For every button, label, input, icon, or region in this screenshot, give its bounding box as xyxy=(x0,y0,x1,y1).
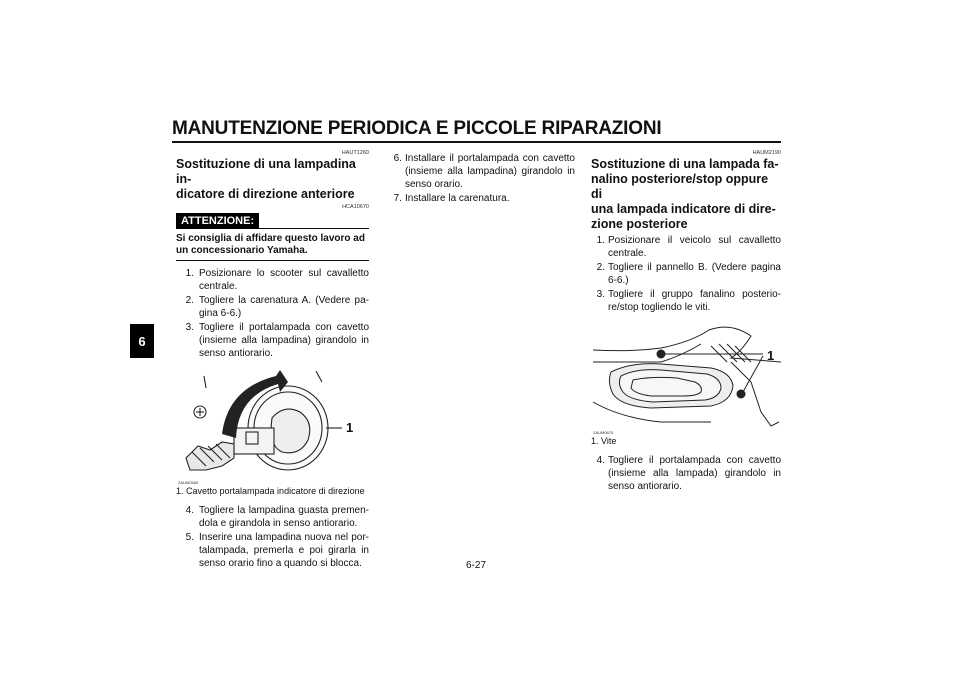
step-number: 3. xyxy=(185,322,194,333)
title-rule xyxy=(172,141,781,143)
list-item xyxy=(388,192,575,205)
attention-rule xyxy=(259,228,369,229)
step-text: Togliere il portalampada con cavetto (insieme alla lampadina) girandolo in senso antiorario. xyxy=(199,322,369,359)
figure-callout: 1 xyxy=(767,348,775,363)
section-title-line: nalino posteriore/stop oppure di xyxy=(591,172,769,201)
step-text: Togliere il gruppo fanalino posterio-re/stop togliendo le viti. xyxy=(608,289,781,313)
step-number: 3. xyxy=(596,289,605,300)
page-title: MANUTENZIONE PERIODICA E PICCOLE RIPARAZIONI xyxy=(172,118,662,139)
step-text: Inserire una lampadina nuova nel por-talampada, premerla e poi girarla in senso orario fino a quando si blocca. xyxy=(199,532,369,569)
bulb-socket-illustration xyxy=(176,366,369,484)
list-item xyxy=(591,234,781,260)
step-text: Installare il portalampada con cavetto (insieme alla lampadina) girandolo in senso orario. xyxy=(405,153,575,190)
taillight-illustration xyxy=(591,322,781,434)
step-number: 4. xyxy=(185,505,194,516)
step-text: Togliere la carenatura A. (Vedere pa-gina 6-6.) xyxy=(199,295,369,319)
step-list xyxy=(591,454,781,493)
step-number: 5. xyxy=(185,532,194,543)
chapter-tab[interactable]: 6 xyxy=(130,324,154,358)
attention-label: ATTENZIONE: xyxy=(176,213,259,229)
section-title-line: una lampada indicatore di dire- xyxy=(591,202,776,216)
list-item xyxy=(176,294,369,320)
attention-code: HCA10670 xyxy=(342,204,369,210)
section-code: HAUM2190 xyxy=(752,150,781,156)
list-item xyxy=(176,531,369,570)
figure-callout: 1 xyxy=(346,420,354,435)
attention-box xyxy=(176,213,369,261)
taillight-figure xyxy=(591,322,781,434)
step-list xyxy=(176,267,369,360)
step-text: Togliere la lampadina guasta premen-dola e girandola in senso antiorario. xyxy=(199,505,369,529)
step-list xyxy=(388,152,575,205)
step-text: Posizionare il veicolo sul cavalletto centrale. xyxy=(608,235,781,259)
step-number: 7. xyxy=(393,193,402,204)
section-code: HAUT1260 xyxy=(341,150,369,156)
section-title-line: Sostituzione di una lampada fa- xyxy=(591,157,779,171)
list-item xyxy=(591,288,781,314)
section-title-line: dicatore di direzione anteriore xyxy=(176,187,355,201)
attention-text: Si consiglia di affidare questo lavoro ad un concessionario Yamaha. xyxy=(176,233,365,256)
step-list xyxy=(176,504,369,570)
step-list xyxy=(591,234,781,314)
list-item xyxy=(176,504,369,530)
step-text: Togliere il portalampada con cavetto (insieme alla lampada) girandolo in senso antiorario. xyxy=(608,455,781,492)
list-item xyxy=(388,152,575,191)
list-item xyxy=(176,321,369,360)
figure-code: ZAUM0465 xyxy=(178,480,199,485)
figure-code: ZAUM0670 xyxy=(593,430,614,435)
right-column xyxy=(591,150,781,494)
middle-column xyxy=(388,150,575,206)
step-number: 1. xyxy=(596,235,605,246)
step-number: 2. xyxy=(596,262,605,273)
page-number: 6-27 xyxy=(466,560,487,571)
figure-caption: 1. Cavetto portalampada indicatore di direzione xyxy=(176,486,365,496)
step-number: 4. xyxy=(596,455,605,466)
step-text: Togliere il pannello B. (Vedere pagina 6-6.) xyxy=(608,262,781,286)
step-number: 6. xyxy=(393,153,402,164)
step-text: Posizionare lo scooter sul cavalletto centrale. xyxy=(199,268,369,292)
left-column xyxy=(176,150,369,571)
list-item xyxy=(591,454,781,493)
section-title xyxy=(591,157,781,232)
list-item xyxy=(176,267,369,293)
section-title xyxy=(176,157,369,202)
section-title-line: zione posteriore xyxy=(591,217,688,231)
figure-caption: 1. Vite xyxy=(591,436,617,446)
list-item xyxy=(591,261,781,287)
bulb-socket-figure xyxy=(176,366,369,484)
step-text: Installare la carenatura. xyxy=(405,193,510,204)
section-title-line: Sostituzione di una lampadina in- xyxy=(176,157,356,186)
attention-bottom-rule xyxy=(176,260,369,261)
step-number: 2. xyxy=(185,295,194,306)
step-number: 1. xyxy=(185,268,194,279)
